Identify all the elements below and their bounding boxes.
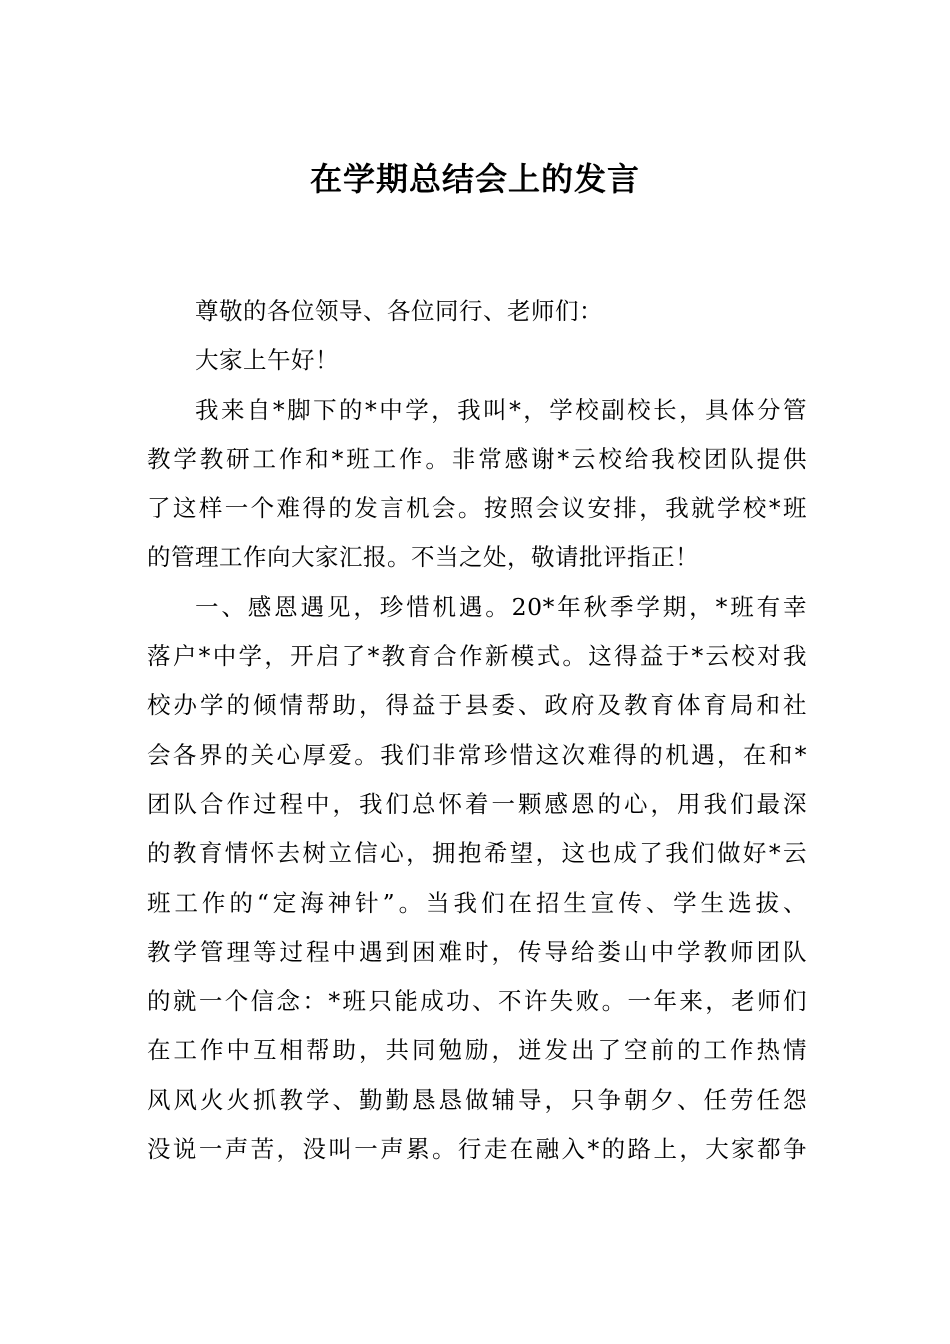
paragraph-line: 了这样一个难得的发言机会。按照会议安排，我就学校*班 (147, 494, 807, 523)
paragraph-line: 校办学的倾情帮助，得益于县委、政府及教育体育局和社 (147, 691, 807, 720)
paragraph-line: 的就一个信念：*班只能成功、不许失败。一年来，老师们 (147, 987, 807, 1016)
document-title: 在学期总结会上的发言 (309, 160, 640, 198)
salutation-line: 尊敬的各位领导、各位同行、老师们： (195, 297, 603, 325)
paragraph-line: 我来自*脚下的*中学，我叫*，学校副校长，具体分管 (195, 395, 807, 424)
paragraph-line: 班工作的“定海神针”。当我们在招生宣传、学生选拔、 (147, 888, 807, 917)
paragraph-line: 没说一声苦，没叫一声累。行走在融入*的路上，大家都争 (147, 1135, 807, 1164)
paragraph-line: 会各界的关心厚爱。我们非常珍惜这次难得的机遇，在和* (147, 740, 807, 769)
paragraph-line: 教学管理等过程中遇到困难时，传导给娄山中学教师团队 (147, 937, 807, 966)
paragraph-line: 在工作中互相帮助，共同勉励，迸发出了空前的工作热情 (147, 1036, 807, 1065)
document-body (147, 287, 807, 1174)
paragraph-line: 的教育情怀去树立信心，拥抱希望，这也成了我们做好*云 (147, 839, 807, 868)
paragraph-line: 的管理工作向大家汇报。不当之处，敬请批评指正！ (147, 543, 699, 572)
paragraph-line: 一、感恩遇见，珍惜机遇。20*年秋季学期，*班有幸 (195, 592, 807, 621)
greeting-line: 大家上午好！ (195, 346, 339, 375)
paragraph-line: 教学教研工作和*班工作。非常感谢*云校给我校团队提供 (147, 444, 807, 473)
paragraph-line: 落户*中学，开启了*教育合作新模式。这得益于*云校对我 (147, 642, 807, 671)
paragraph-line: 团队合作过程中，我们总怀着一颗感恩的心，用我们最深 (147, 789, 807, 818)
paragraph-line: 风风火火抓教学、勤勤恳恳做辅导，只争朝夕、任劳任怨 (147, 1085, 807, 1114)
